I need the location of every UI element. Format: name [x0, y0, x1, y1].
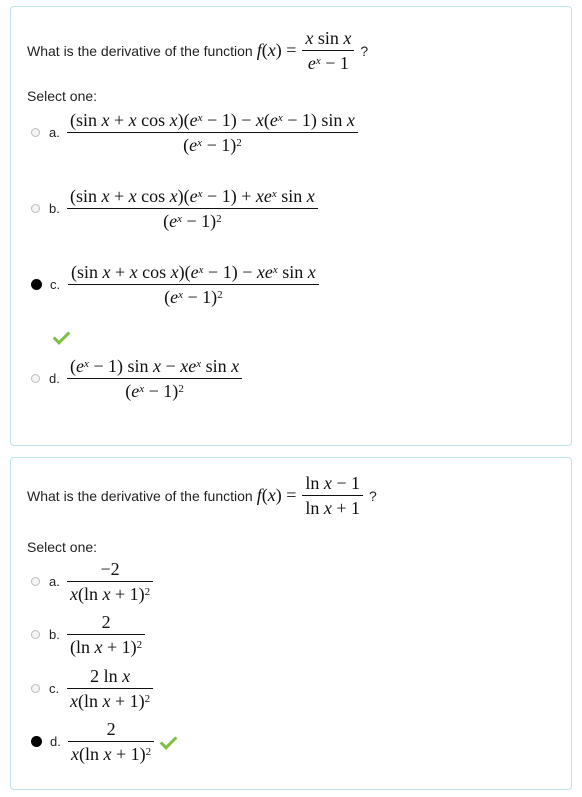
- option-letter: a.: [49, 125, 60, 140]
- option-b-expression: $\frac{(\sin x + x \cos x)(e^x - 1) + xe^x \sin x}{(e^x - 1)^2}$: [67, 185, 318, 232]
- function-label: f(x) =: [256, 40, 297, 60]
- option-d[interactable]: [31, 355, 242, 402]
- select-one-label: Select one:: [27, 88, 98, 104]
- option-d-expression: $\frac{2}{x(\ln x + 1)^2}$: [68, 718, 154, 765]
- option-letter: b.: [49, 627, 60, 642]
- option-a-expression: $\frac{-2}{x(\ln x + 1)^2}$: [67, 558, 153, 605]
- check-icon: [158, 734, 178, 750]
- function-label: f(x) =: [256, 485, 297, 505]
- option-c[interactable]: [31, 261, 319, 308]
- option-c[interactable]: [31, 665, 153, 712]
- option-a-expression: $\frac{(\sin x + x \cos x)(e^x - 1) - x(e^x - 1) \sin x}{(e^x - 1)^2}$: [67, 109, 358, 156]
- option-letter: d.: [49, 371, 60, 386]
- question-text: [27, 27, 368, 74]
- check-icon: [51, 329, 71, 345]
- function-expression: $\frac{\text{x sin x}}{e^x - 1}$: [302, 27, 354, 74]
- select-one-label: Select one:: [27, 539, 98, 555]
- question-prefix: What is the derivative of the function: [27, 487, 253, 504]
- function-expression: $\frac{\text{ln x − 1}}{\text{ln x + 1}}$: [302, 472, 363, 519]
- question-text: [27, 472, 377, 519]
- option-letter: d.: [50, 734, 61, 749]
- radio-a[interactable]: [31, 128, 40, 137]
- option-b[interactable]: [31, 185, 318, 232]
- radio-c[interactable]: [31, 684, 40, 693]
- option-b[interactable]: [31, 611, 145, 658]
- radio-a[interactable]: [31, 577, 40, 586]
- radio-c-selected[interactable]: [31, 279, 42, 290]
- option-letter: b.: [49, 201, 60, 216]
- radio-b[interactable]: [31, 204, 40, 213]
- option-c-expression: $\frac{\text{2 ln x}}{x(\ln x + 1)^2}$: [67, 665, 153, 712]
- option-letter: c.: [50, 277, 61, 292]
- option-d[interactable]: [31, 718, 178, 765]
- option-letter: a.: [49, 574, 60, 589]
- radio-d[interactable]: [31, 374, 40, 383]
- question-suffix: ?: [360, 42, 369, 59]
- question-card-1: [10, 6, 572, 446]
- radio-b[interactable]: [31, 630, 40, 639]
- radio-d-selected[interactable]: [31, 736, 42, 747]
- option-c-expression: $\frac{(\sin x + x \cos x)(e^x - 1) - xe^x \sin x}{(e^x - 1)^2}$: [68, 261, 319, 308]
- option-letter: c.: [49, 681, 60, 696]
- option-b-expression: $\frac{2}{(\ln x + 1)^2}$: [67, 611, 145, 658]
- question-card-2: [10, 457, 572, 790]
- option-a[interactable]: [31, 558, 153, 605]
- option-a[interactable]: [31, 109, 358, 156]
- option-d-expression: $\frac{(e^x - 1) \sin x - xe^x \sin x}{(e^x - 1)^2}$: [67, 355, 242, 402]
- question-suffix: ?: [369, 487, 377, 504]
- question-prefix: What is the derivative of the function: [27, 42, 253, 59]
